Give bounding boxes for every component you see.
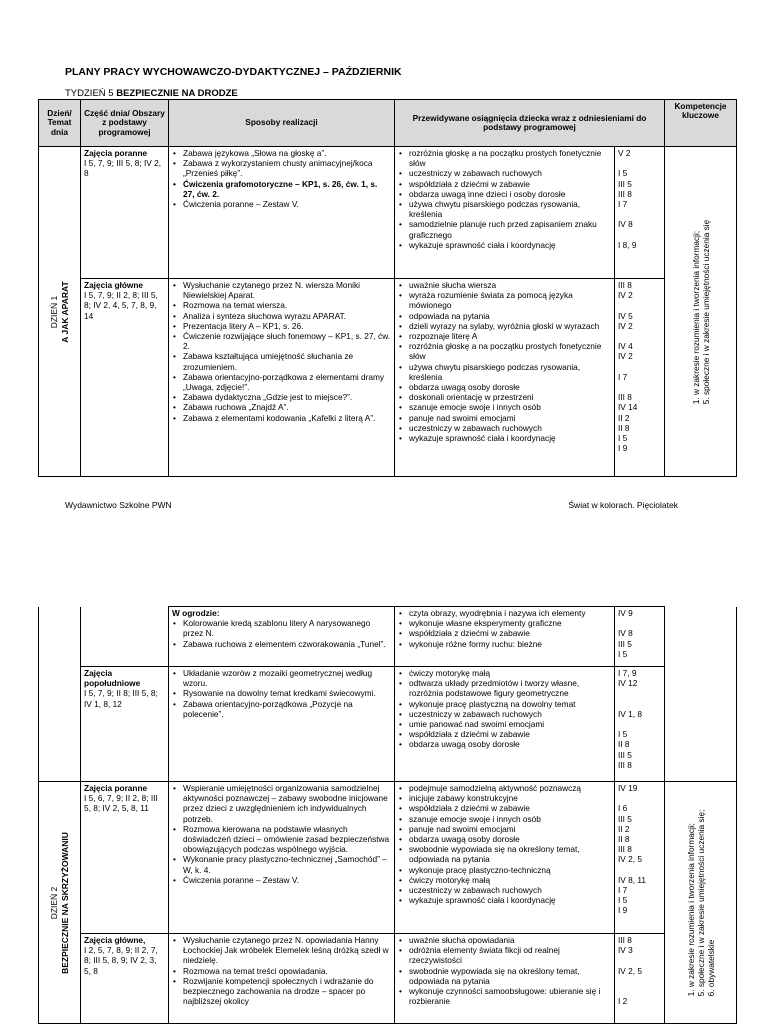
list-item: • dzieli wyrazy na sylaby, wyróżnia głoski w wyrazach [398, 321, 611, 331]
list-item: • panuje nad swoimi emocjami [398, 824, 611, 834]
list-item: • uważnie słucha wiersza [398, 280, 611, 290]
achievements-cell [395, 667, 615, 782]
competence-2: 5. społeczne i w zakresie umiejętności uczenia się [700, 219, 711, 404]
list-item: • Kolorowanie kredą szablonu litery A narysowanego przez N. [172, 618, 391, 638]
table-header-row [39, 100, 737, 147]
achievements-cell [395, 934, 615, 1024]
page-2 [0, 560, 768, 1024]
list-item: • Rozmowa na temat wiersza. [172, 300, 391, 310]
part-cell [81, 934, 169, 1024]
methods-cell [169, 934, 395, 1024]
list-item: • panuje nad swoimi emocjami [398, 413, 611, 423]
list-item: • odpowiada na pytania [398, 311, 611, 321]
list-item: • szanuje emocje swoje i innych osób [398, 402, 611, 412]
part-cell [81, 667, 169, 782]
codes-cell: V 2 I 5 III 5 III 8 I 7 IV 8 I 8, 9 [615, 147, 665, 279]
list-item: • wykonuje czynności samoobsługowe: ubieranie się i rozbieranie [398, 986, 611, 1006]
list-item: • współdziała z dziećmi w zabawie [398, 803, 611, 813]
achievements-cell [395, 782, 615, 934]
part-areas: I 5, 7, 9; II 8; III 5, 8; IV 1, 8, 12 [84, 688, 158, 709]
competence-3: 6. obywatelskie [705, 939, 716, 996]
list-item: • obdarza uwagą inne dzieci i osoby dorosłe [398, 189, 611, 199]
list-item: • współdziała z dziećmi w zabawie [398, 179, 611, 189]
list-item: • Zabawa dydaktyczna „Gdzie jest to miejsce?”. [172, 392, 391, 402]
competence-1: 1. w zakresie rozumienia i tworzenia informacji; [690, 230, 701, 404]
table-row [39, 782, 737, 934]
part-name: Zajęcia główne [84, 280, 144, 290]
footer-series: Świat w kolorach. Pięciolatek [568, 500, 678, 510]
day-cell-continued [39, 607, 81, 782]
methods-cell [169, 667, 395, 782]
list-item: • swobodnie wypowiada się na określony temat, odpowiada na pytania [398, 844, 611, 864]
codes-cell: III 8 IV 3 IV 2, 5 I 2 [615, 934, 665, 1024]
list-item: • inicjuje zabawy konstrukcyjne [398, 793, 611, 803]
list-item: • wykonuje różne formy ruchu: bieżne [398, 639, 611, 649]
list-item: • obdarza uwagą osoby dorosłe [398, 382, 611, 392]
list-item: • wykonuje pracę plastyczną na dowolny temat [398, 699, 611, 709]
list-item: • Układanie wzorów z mozaiki geometrycznej według wzoru. [172, 668, 391, 688]
list-item: • wykazuje sprawność ciała i koordynację [398, 240, 611, 250]
part-name: Zajęcia poranne [84, 148, 148, 158]
list-item: • wykazuje sprawność ciała i koordynację [398, 895, 611, 905]
part-cell [81, 782, 169, 934]
footer-publisher: Wydawnictwo Szkolne PWN [65, 500, 172, 510]
table-row [39, 279, 737, 477]
part-areas: I 5, 6, 7, 9; II 2, 8; III 5, 8; IV 2, 5, 8, 11 [84, 793, 158, 814]
list-item: • Wysłuchanie czytanego przez N. wiersza Moniki Niewielskiej Aparat. [172, 280, 391, 300]
competences-cell-continued [665, 607, 737, 782]
list-item: • obdarza uwagą osoby dorosłe [398, 834, 611, 844]
part-name: Zajęcia poranne [84, 783, 148, 793]
day-cell [39, 782, 81, 1024]
day-cell [39, 147, 81, 477]
week-topic: BEZPIECZNIE NA DRODZE [116, 88, 238, 99]
list-item: • Ćwiczenia poranne – Zestaw V. [172, 875, 391, 885]
methods-cell [169, 782, 395, 934]
list-item: • współdziała z dziećmi w zabawie [398, 628, 611, 638]
list-item: • rozróżnia głoskę a na początku prostych fonetycznie słów [398, 148, 611, 168]
list-item: • rozróżnia głoskę a na początku prostych fonetycznie słów [398, 341, 611, 361]
part-cell [81, 279, 169, 477]
list-item: • ćwiczy motorykę małą [398, 875, 611, 885]
list-item: • Zabawa orientacyjno-porządkowa „Pozycje na polecenie”. [172, 699, 391, 719]
list-item: • Ćwiczenia grafomotoryczne – KP1, s. 26, ćw. 1, s. 27, ćw. 2. [172, 179, 391, 199]
table-row [39, 667, 737, 782]
list-item: • czyta obrazy, wyodrębnia i nazywa ich elementy [398, 608, 611, 618]
day-topic: BEZPIECZNIE NA SKRZYŻOWANIU [59, 831, 70, 974]
list-item: • wykonuje pracę plastyczno-techniczną [398, 865, 611, 875]
list-item: • Wysłuchanie czytanego przez N. opowiadania Hanny Łochockiej Jak wróbelek Elemelek leśną dróżką szedł w niedzielę. [172, 935, 391, 966]
list-item: • wyraża rozumienie świata za pomocą języka mówionego [398, 290, 611, 310]
codes-cell: III 8 IV 2 IV 5 IV 2 IV 4 IV 2 I 7 III 8 IV 14 II 2 II 8 I 5 I 9 [615, 279, 665, 477]
col-day: Dzień/ Temat dnia [39, 100, 81, 147]
table-row [39, 607, 737, 667]
list-item: • Prezentacja litery A – KP1, s. 26. [172, 321, 391, 331]
list-item: • Ćwiczenie rozwijające słuch fonemowy – KP1, s. 27, ćw. 2. [172, 331, 391, 351]
list-item: • Rysowanie na dowolny temat kredkami świecowymi. [172, 688, 391, 698]
competences-cell [665, 147, 737, 477]
table-row [39, 147, 737, 279]
list-item: • Analiza i synteza słuchowa wyrazu APARAT. [172, 311, 391, 321]
list-item: • wykonuje własne eksperymenty graficzne [398, 618, 611, 628]
list-item: • uczestniczy w zabawach ruchowych [398, 709, 611, 719]
list-item: • Ćwiczenia poranne – Zestaw V. [172, 199, 391, 209]
col-methods: Sposoby realizacji [169, 100, 395, 147]
list-item: • podejmuje samodzielną aktywność poznawczą [398, 783, 611, 793]
list-item: • wykazuje sprawność ciała i koordynację [398, 433, 611, 443]
list-item: • uczestniczy w zabawach ruchowych [398, 168, 611, 178]
list-item: • samodzielnie planuje ruch przed zapisaniem znaku graficznego [398, 219, 611, 239]
part-areas: I 5, 7, 9; III 5, 8; IV 2, 8 [84, 158, 162, 179]
achievements-cell [395, 279, 615, 477]
plan-table-day1 [38, 99, 737, 477]
col-achievements: Przewidywane osiągnięcia dziecka wraz z odniesieniami do podstawy programowej [395, 100, 665, 147]
list-item: • uczestniczy w zabawach ruchowych [398, 885, 611, 895]
list-item: • Wykonanie pracy plastyczno-technicznej „Samochód” – W, k. 4. [172, 854, 391, 874]
table-row [39, 934, 737, 1024]
list-item: • Zabawa orientacyjno-porządkowa z elementami dramy „Uwaga, zdjęcie!”. [172, 372, 391, 392]
list-item: • Zabawa z elementami kodowania „Kafelki z literą A”. [172, 413, 391, 423]
achievements-cell [395, 147, 615, 279]
list-item: • współdziała z dziećmi w zabawie [398, 729, 611, 739]
part-cell [81, 607, 169, 667]
list-item: • Rozwijanie kompetencji społecznych i wdrażanie do bezpiecznego zachowania na drodze – spacer po najbliższej okolicy [172, 976, 391, 1007]
competence-1: 1. w zakresie rozumienia i tworzenia informacji; [685, 822, 696, 996]
page-title: PLANY PRACY WYCHOWAWCZO-DYDAKTYCZNEJ – PAŹDZIERNIK [65, 66, 402, 78]
methods-cell [169, 147, 395, 279]
week-title: TYDZIEŃ 5 BEZPIECZNIE NA DRODZE [65, 88, 238, 99]
list-item: • swobodnie wypowiada się na określony temat, odpowiada na pytania [398, 966, 611, 986]
list-item: • Zabawa kształtująca umiejętność słuchania ze zrozumieniem. [172, 351, 391, 371]
col-competences: Kompetencje kluczowe [665, 100, 737, 147]
list-item: • rozpoznaje literę A [398, 331, 611, 341]
part-areas: I 5, 7, 9; II 2, 8; III 5, 8; IV 2, 4, 5, 7, 8, 9, 14 [84, 290, 158, 321]
list-item: • obdarza uwagą osoby dorosłe [398, 739, 611, 749]
codes-cell: IV 9 IV 8 III 5 I 5 [615, 607, 665, 667]
competences-cell [665, 782, 737, 1024]
plan-table-day2 [38, 606, 737, 1024]
codes-cell: IV 19 I 6 III 5 II 2 II 8 III 8 IV 2, 5 IV 8, 11 I 7 I 5 I 9 [615, 782, 665, 934]
day-label: DZIEŃ 1 [48, 295, 59, 328]
list-item: • uważnie słucha opowiadania [398, 935, 611, 945]
list-item: • odtwarza układy przedmiotów i tworzy własne, rozróżnia podstawowe figury geometryczne [398, 678, 611, 698]
day-label: DZIEŃ 2 [48, 886, 59, 919]
list-item: • szanuje emocje swoje i innych osób [398, 814, 611, 824]
list-item: • Rozmowa na temat treści opowiadania. [172, 966, 391, 976]
methods-cell [169, 279, 395, 477]
list-item: • uczestniczy w zabawach ruchowych [398, 423, 611, 433]
list-item: • Zabawa językowa „Słowa na głoskę a”. [172, 148, 391, 158]
list-item: • ćwiczy motorykę małą [398, 668, 611, 678]
list-item: • Zabawa ruchowa „Znajdź A”. [172, 402, 391, 412]
codes-cell: I 7, 9 IV 12 IV 1, 8 I 5 II 8 III 5 III 8 [615, 667, 665, 782]
part-cell [81, 147, 169, 279]
competence-2: 5. społeczne i w zakresie umiejętności uczenia się; [695, 809, 706, 996]
list-item: • Rozmowa kierowana na podstawie własnych doświadczeń dzieci – omówienie zasad bezpieczeństwa obowiązujących podczas wspólnego wyjścia. [172, 824, 391, 855]
list-item: • doskonali orientację w przestrzeni [398, 392, 611, 402]
list-item: • Wspieranie umiejętności organizowania samodzielnej aktywności poznawczej – zabawy swobodne inicjowane przez dzieci z uwzględnieniem ich indywidualnych potrzeb. [172, 783, 391, 824]
part-areas: I 2, 5, 7, 8, 9; II 2, 7, 8; III 5, 8, 9; IV 2, 3, 5, 8 [84, 945, 158, 976]
list-item: • umie panować nad swoimi emocjami [398, 719, 611, 729]
day-topic: A JAK APARAT [59, 280, 70, 343]
methods-cell [169, 607, 395, 667]
col-part: Część dnia/ Obszary z podstawy programowej [81, 100, 169, 147]
list-item: • używa chwytu pisarskiego podczas rysowania, kreślenia [398, 199, 611, 219]
list-item: • Zabawa z wykorzystaniem chusty animacyjnej/koca „Przenieś piłkę”. [172, 158, 391, 178]
part-name: Zajęcia główne, [84, 935, 146, 945]
achievements-cell [395, 607, 615, 667]
part-name: Zajęcia popołudniowe [84, 668, 141, 689]
list-item: • Zabawa ruchowa z elementem czworakowania „Tunel”. [172, 639, 391, 649]
list-item: • odróżnia elementy świata fikcji od realnej rzeczywistości [398, 945, 611, 965]
garden-heading: W ogrodzie: [172, 608, 220, 618]
list-item: • używa chwytu pisarskiego podczas rysowania, kreślenia [398, 362, 611, 382]
